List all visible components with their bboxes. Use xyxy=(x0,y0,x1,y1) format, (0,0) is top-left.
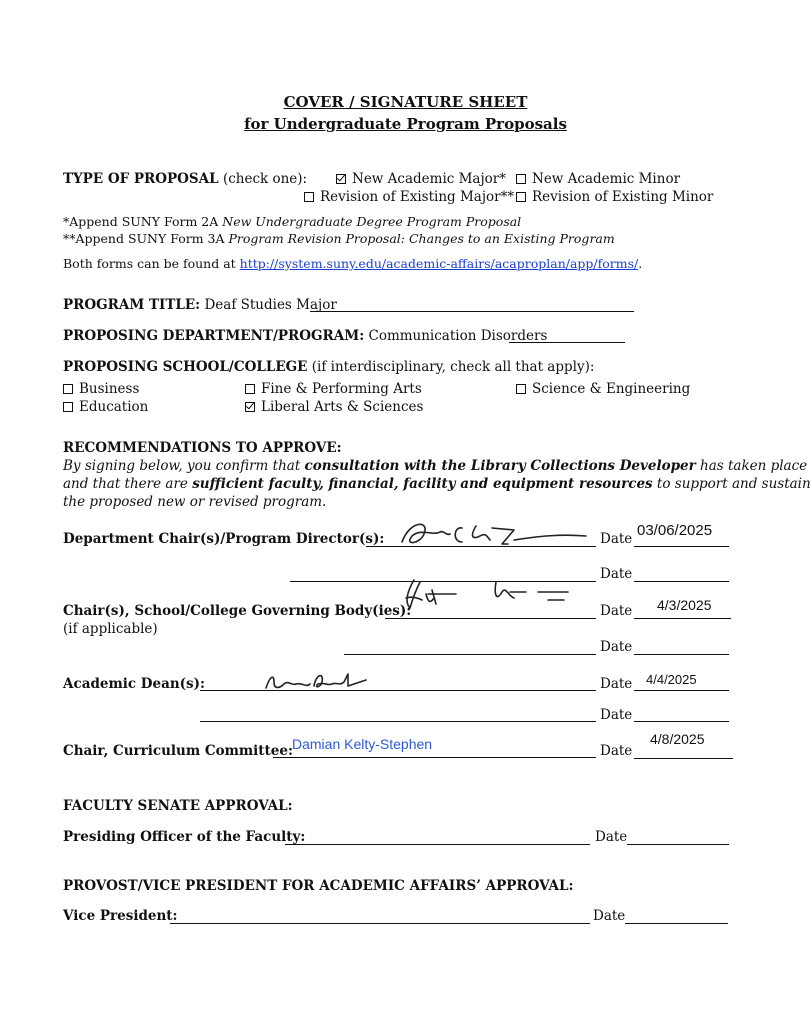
curriculum-committee-signature[interactable]: Damian Kelty-Stephen xyxy=(292,736,433,752)
proposing-department-row xyxy=(63,328,547,344)
date-label: Date xyxy=(600,707,633,723)
curriculum-committee-date[interactable]: 4/8/2025 xyxy=(650,731,705,747)
option-revision-major[interactable] xyxy=(304,189,514,205)
academic-dean-date[interactable]: 4/4/2025 xyxy=(646,672,697,687)
date-label: Date xyxy=(600,639,633,655)
governing-body-date[interactable]: 4/3/2025 xyxy=(657,597,712,613)
program-title-line xyxy=(310,311,634,312)
recommendations-line-1 xyxy=(63,458,807,474)
forms-text-end: . xyxy=(638,256,643,271)
recommendations-line-2 xyxy=(63,476,811,492)
option-label: Revision of Existing Minor xyxy=(532,189,714,205)
checkbox-icon[interactable] xyxy=(304,192,314,202)
curriculum-committee-label: Chair, Curriculum Committee: xyxy=(63,743,293,759)
proposal-type-hint: (check one): xyxy=(222,171,308,187)
faculty-senate-heading: FACULTY SENATE APPROVAL: xyxy=(63,798,293,814)
proposing-department-value[interactable]: Communication Disorders xyxy=(368,328,548,344)
school-science-engineering[interactable] xyxy=(516,381,690,397)
option-label: New Academic Minor xyxy=(532,171,681,187)
date-label: Date xyxy=(595,829,628,845)
academic-dean-signature-line[interactable] xyxy=(200,690,596,691)
recommendations-text: and that there are xyxy=(63,476,193,492)
proposing-school-label: PROPOSING SCHOOL/COLLEGE xyxy=(63,359,308,375)
date-line[interactable] xyxy=(634,721,729,722)
proposing-school-row xyxy=(63,359,594,375)
forms-location xyxy=(63,256,642,271)
date-line[interactable] xyxy=(634,654,729,655)
school-fine-performing-arts[interactable] xyxy=(245,381,422,397)
checkbox-icon[interactable] xyxy=(63,384,73,394)
school-label: Liberal Arts & Sciences xyxy=(261,399,424,415)
document-subtitle: for Undergraduate Program Proposals xyxy=(244,115,567,133)
proposal-type-label: TYPE OF PROPOSAL xyxy=(63,171,219,187)
date-line[interactable] xyxy=(625,923,728,924)
school-education[interactable] xyxy=(63,399,148,415)
forms-text: Both forms can be found at xyxy=(63,256,240,271)
program-title-value[interactable]: Deaf Studies Major xyxy=(204,297,337,313)
program-title-label: PROGRAM TITLE: xyxy=(63,297,201,313)
date-line[interactable] xyxy=(634,546,729,547)
recommendations-heading: RECOMMENDATIONS TO APPROVE: xyxy=(63,440,342,456)
recommendations-text: By signing below, you confirm that xyxy=(63,458,305,474)
school-label: Education xyxy=(79,399,149,415)
academic-dean-label: Academic Dean(s): xyxy=(63,676,206,692)
recommendations-text: has taken place xyxy=(695,458,808,474)
recommendations-emphasis: consultation with the Library Collections Developer xyxy=(304,458,696,474)
date-label: Date xyxy=(600,566,633,582)
signature-line-extra[interactable] xyxy=(344,654,596,655)
date-label: Date xyxy=(593,908,626,924)
governing-body-signature xyxy=(398,572,578,616)
governing-body-note: (if applicable) xyxy=(63,621,158,637)
checkbox-icon[interactable] xyxy=(516,192,526,202)
date-line[interactable] xyxy=(634,690,729,691)
signature-line-extra[interactable] xyxy=(200,721,596,722)
school-business[interactable] xyxy=(63,381,139,397)
document-title: COVER / SIGNATURE SHEET xyxy=(283,93,528,111)
note-form-title: New Undergraduate Degree Program Proposal xyxy=(222,214,522,229)
academic-dean-signature xyxy=(262,668,372,694)
checkbox-icon[interactable] xyxy=(63,402,73,412)
option-new-major[interactable] xyxy=(336,171,506,187)
checkbox-icon[interactable] xyxy=(245,384,255,394)
proposing-department-label: PROPOSING DEPARTMENT/PROGRAM: xyxy=(63,328,365,344)
department-chair-label: Department Chair(s)/Program Director(s): xyxy=(63,531,385,547)
note-text: *Append SUNY Form 2A xyxy=(63,214,223,229)
recommendations-line-3: the proposed new or revised program. xyxy=(63,494,327,510)
date-line[interactable] xyxy=(627,844,729,845)
date-line[interactable] xyxy=(634,618,731,619)
program-title-row xyxy=(63,297,337,313)
checkbox-icon[interactable] xyxy=(516,384,526,394)
checkbox-checked-icon[interactable] xyxy=(245,402,255,412)
checkbox-checked-icon[interactable] xyxy=(336,174,346,184)
curriculum-committee-signature-line[interactable] xyxy=(273,757,596,758)
proposing-department-line xyxy=(509,342,625,343)
department-chair-date[interactable]: 03/06/2025 xyxy=(637,522,713,539)
vice-president-label: Vice President: xyxy=(63,908,178,924)
governing-body-signature-line[interactable] xyxy=(385,618,596,619)
date-label: Date xyxy=(600,531,633,547)
date-label: Date xyxy=(600,743,633,759)
school-label: Science & Engineering xyxy=(532,381,691,397)
department-chair-signature xyxy=(390,514,590,550)
note-form-title: Program Revision Proposal: Changes to an Existing Program xyxy=(228,231,615,246)
recommendations-text: to support and sustain xyxy=(652,476,811,492)
presiding-officer-label: Presiding Officer of the Faculty: xyxy=(63,829,306,845)
date-label: Date xyxy=(600,676,633,692)
checkbox-icon[interactable] xyxy=(516,174,526,184)
option-label: New Academic Major* xyxy=(352,171,506,187)
proposal-type-row xyxy=(63,171,307,187)
school-label: Business xyxy=(79,381,140,397)
recommendations-emphasis: sufficient faculty, financial, facility and equipment resources xyxy=(192,476,653,492)
note-text: **Append SUNY Form 3A xyxy=(63,231,229,246)
proposing-school-hint: (if interdisciplinary, check all that apply): xyxy=(311,359,595,375)
date-label: Date xyxy=(600,603,633,619)
option-new-minor[interactable] xyxy=(516,171,680,187)
vice-president-signature-line[interactable] xyxy=(170,923,590,924)
option-label: Revision of Existing Major** xyxy=(320,189,515,205)
provost-heading: PROVOST/VICE PRESIDENT FOR ACADEMIC AFFAIRS’ APPROVAL: xyxy=(63,878,574,894)
governing-body-label: Chair(s), School/College Governing Body(ies): xyxy=(63,603,412,619)
note-form-3a xyxy=(63,231,615,246)
forms-link[interactable]: http://system.suny.edu/academic-affairs/acaproplan/app/forms/ xyxy=(239,256,639,271)
option-revision-minor[interactable] xyxy=(516,189,713,205)
school-liberal-arts-sciences[interactable] xyxy=(245,399,423,415)
school-label: Fine & Performing Arts xyxy=(261,381,422,397)
date-line[interactable] xyxy=(634,581,729,582)
note-form-2a xyxy=(63,214,521,229)
date-line[interactable] xyxy=(634,758,733,759)
presiding-officer-signature-line[interactable] xyxy=(285,844,590,845)
